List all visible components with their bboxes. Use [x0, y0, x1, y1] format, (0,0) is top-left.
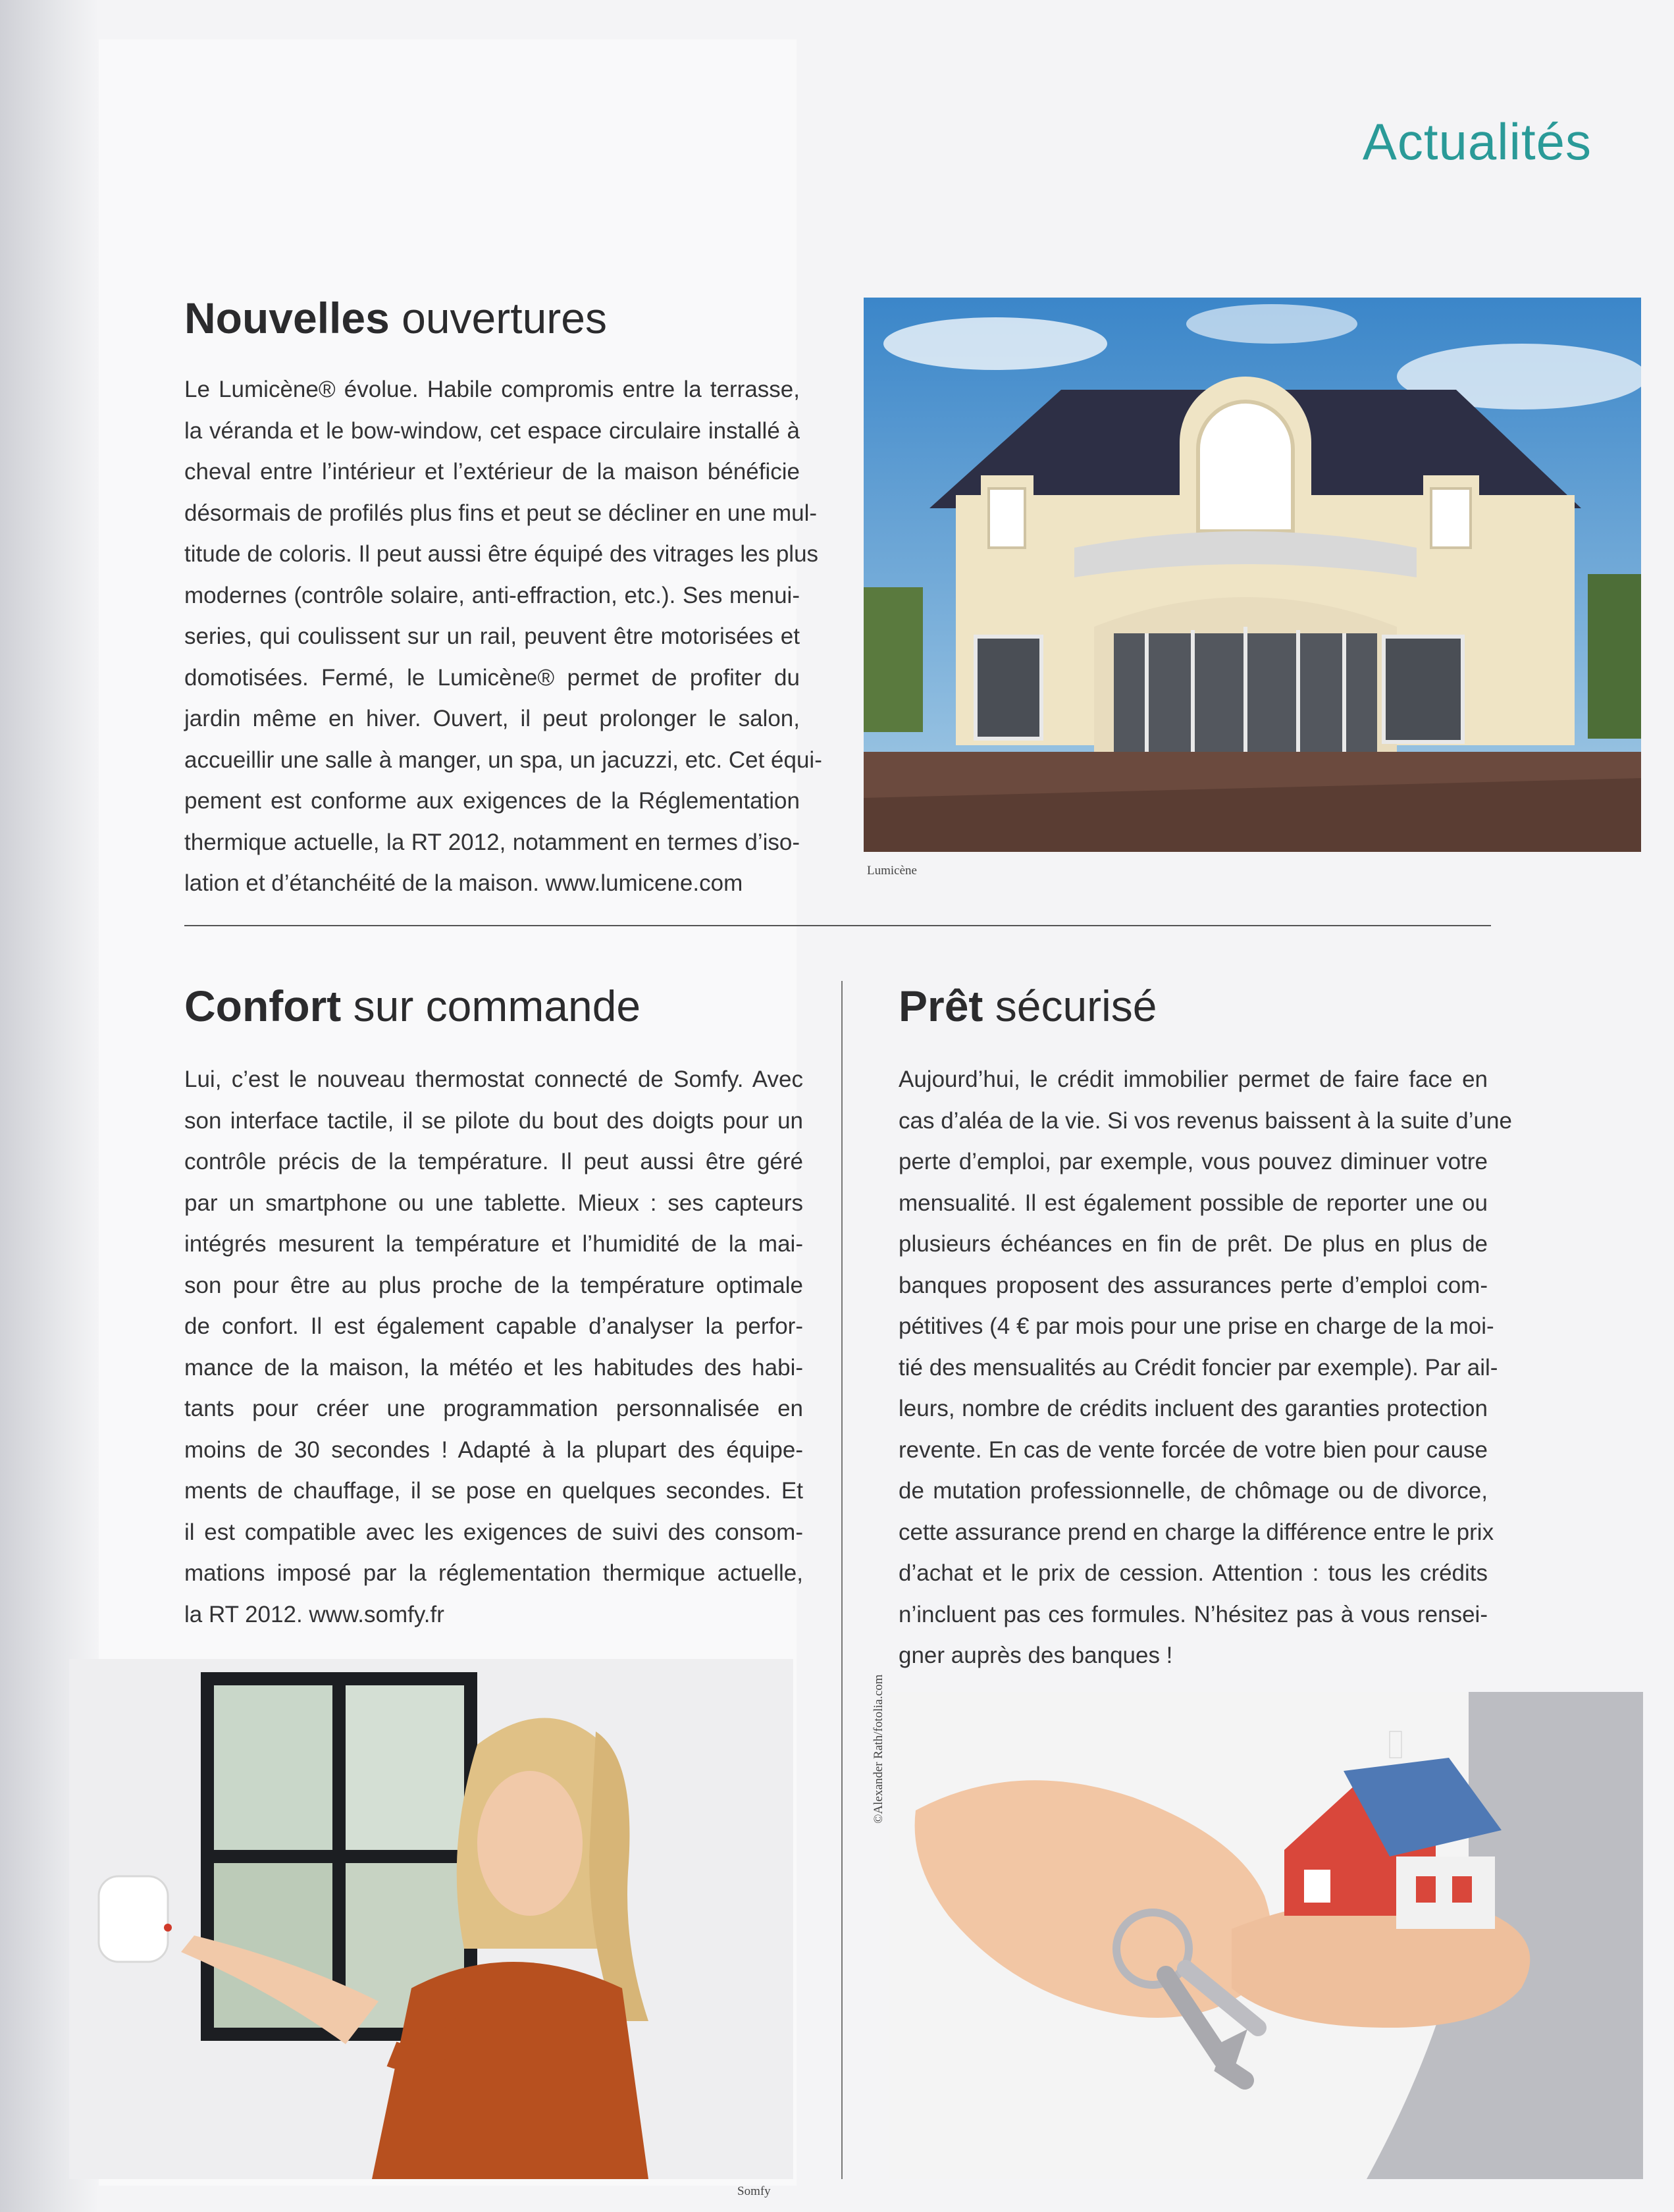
- text-line: banques proposent des assurances perte d’emploi com-: [899, 1272, 1488, 1298]
- text-line: Aujourd’hui, le crédit immobilier permet de faire face en: [899, 1066, 1488, 1092]
- text-line: modernes (contrôle solaire, anti-effraction, etc.). Ses menui-: [184, 582, 800, 608]
- lumicene-house-photo: [864, 298, 1641, 852]
- lumicene-photo-caption: Lumicène: [867, 864, 917, 878]
- title-bold: Prêt: [899, 982, 983, 1030]
- text-line: jardin même en hiver. Ouvert, il peut prolonger le salon,: [184, 706, 800, 731]
- pret-photo-credit: ©Alexander Rath/fotolia.com: [872, 1674, 885, 1824]
- text-line: intégrés mesurent la température et l’humidité de la mai-: [184, 1231, 803, 1257]
- text-line: ments de chauffage, il se pose en quelques secondes. Et: [184, 1478, 803, 1504]
- text-line: contrôle précis de la température. Il peut aussi être géré: [184, 1149, 803, 1174]
- article-confort-title: [184, 981, 641, 1031]
- text-line: tié des mensualités au Crédit foncier par exemple). Par ail-: [899, 1354, 1498, 1381]
- text-line: pétitives (4 € par mois pour une prise en charge de la moi-: [899, 1313, 1494, 1339]
- somfy-thermostat-photo: [69, 1659, 793, 2179]
- somfy-photo-caption: Somfy: [737, 2184, 771, 2198]
- text-line: thermique actuelle, la RT 2012, notamment en termes d’iso-: [184, 829, 800, 855]
- text-line: domotisées. Fermé, le Lumicène® permet de profiter du: [184, 664, 800, 691]
- text-line: d’achat et le prix de cession. Attention : tous les crédits: [899, 1560, 1488, 1586]
- text-line: moins de 30 secondes ! Adapté à la plupart des équipe-: [184, 1436, 803, 1463]
- article-ouvertures-body: [184, 369, 822, 905]
- text-line: de mutation professionnelle, de chômage ou de divorce,: [899, 1478, 1488, 1504]
- text-line: par un smartphone ou une tablette. Mieux : ses capteurs: [184, 1190, 803, 1216]
- text-line: son pour être au plus proche de la température optimale: [184, 1272, 803, 1298]
- text-line: leurs, nombre de crédits incluent des garanties protection: [899, 1396, 1488, 1421]
- text-line: désormais de profilés plus fins et peut se décliner en une mul-: [184, 500, 818, 526]
- text-line: n’incluent pas ces formules. N’hésitez pas à vous rensei-: [899, 1601, 1488, 1627]
- title-rest: sécurisé: [995, 982, 1157, 1030]
- text-line: series, qui coulissent sur un rail, peuvent être motorisées et: [184, 623, 800, 649]
- title-bold: Nouvelles: [184, 294, 390, 342]
- section-title: Actualités: [1362, 113, 1592, 171]
- text-line: cas d’aléa de la vie. Si vos revenus baissent à la suite d’une: [899, 1107, 1512, 1134]
- title-rest: sur commande: [353, 982, 641, 1030]
- text-line: plusieurs échéances en fin de prêt. De plus en plus de: [899, 1231, 1488, 1257]
- title-bold: Confort: [184, 982, 342, 1030]
- text-line: la RT 2012. www.somfy.fr: [184, 1601, 444, 1627]
- text-line: son interface tactile, il se pilote du bout des doigts pour un: [184, 1107, 803, 1134]
- column-divider-vertical: [841, 981, 843, 2179]
- text-line: mations imposé par la réglementation thermique actuelle,: [184, 1560, 803, 1586]
- text-line: il est compatible avec les exigences de suivi des consom-: [184, 1519, 803, 1545]
- title-rest: ouvertures: [402, 294, 607, 342]
- text-line: cheval entre l’intérieur et l’extérieur de la maison bénéficie: [184, 459, 800, 485]
- house-keys-hands-photo: [889, 1692, 1643, 2179]
- text-line: perte d’emploi, par exemple, vous pouvez diminuer votre: [899, 1149, 1488, 1174]
- text-line: Lui, c’est le nouveau thermostat connecté de Somfy. Avec: [184, 1066, 803, 1092]
- text-line: de confort. Il est également capable d’analyser la perfor-: [184, 1313, 803, 1339]
- article-confort-body: [184, 1059, 803, 1635]
- section-divider-horizontal: [184, 925, 1491, 926]
- article-ouvertures-title: [184, 293, 607, 343]
- text-line: titude de coloris. Il peut aussi être équipé des vitrages les plus: [184, 541, 819, 567]
- text-line: la véranda et le bow-window, cet espace circulaire installé à: [184, 417, 800, 444]
- text-line: cette assurance prend en charge la différence entre le prix: [899, 1519, 1494, 1545]
- text-line: gner auprès des banques !: [899, 1643, 1173, 1668]
- article-pret-title: [899, 981, 1157, 1031]
- article-pret-body: [899, 1059, 1512, 1677]
- text-line: mance de la maison, la météo et les habitudes des habi-: [184, 1354, 803, 1381]
- text-line: accueillir une salle à manger, un spa, un jacuzzi, etc. Cet équi-: [184, 747, 822, 773]
- text-line: lation et d’étanchéité de la maison. www.lumicene.com: [184, 870, 743, 896]
- text-line: Le Lumicène® évolue. Habile compromis entre la terrasse,: [184, 377, 800, 402]
- text-line: revente. En cas de vente forcée de votre bien pour cause: [899, 1436, 1488, 1463]
- text-line: pement est conforme aux exigences de la Réglementation: [184, 788, 800, 814]
- text-line: tants pour créer une programmation personnalisée en: [184, 1396, 803, 1421]
- text-line: mensualité. Il est également possible de reporter une ou: [899, 1190, 1488, 1216]
